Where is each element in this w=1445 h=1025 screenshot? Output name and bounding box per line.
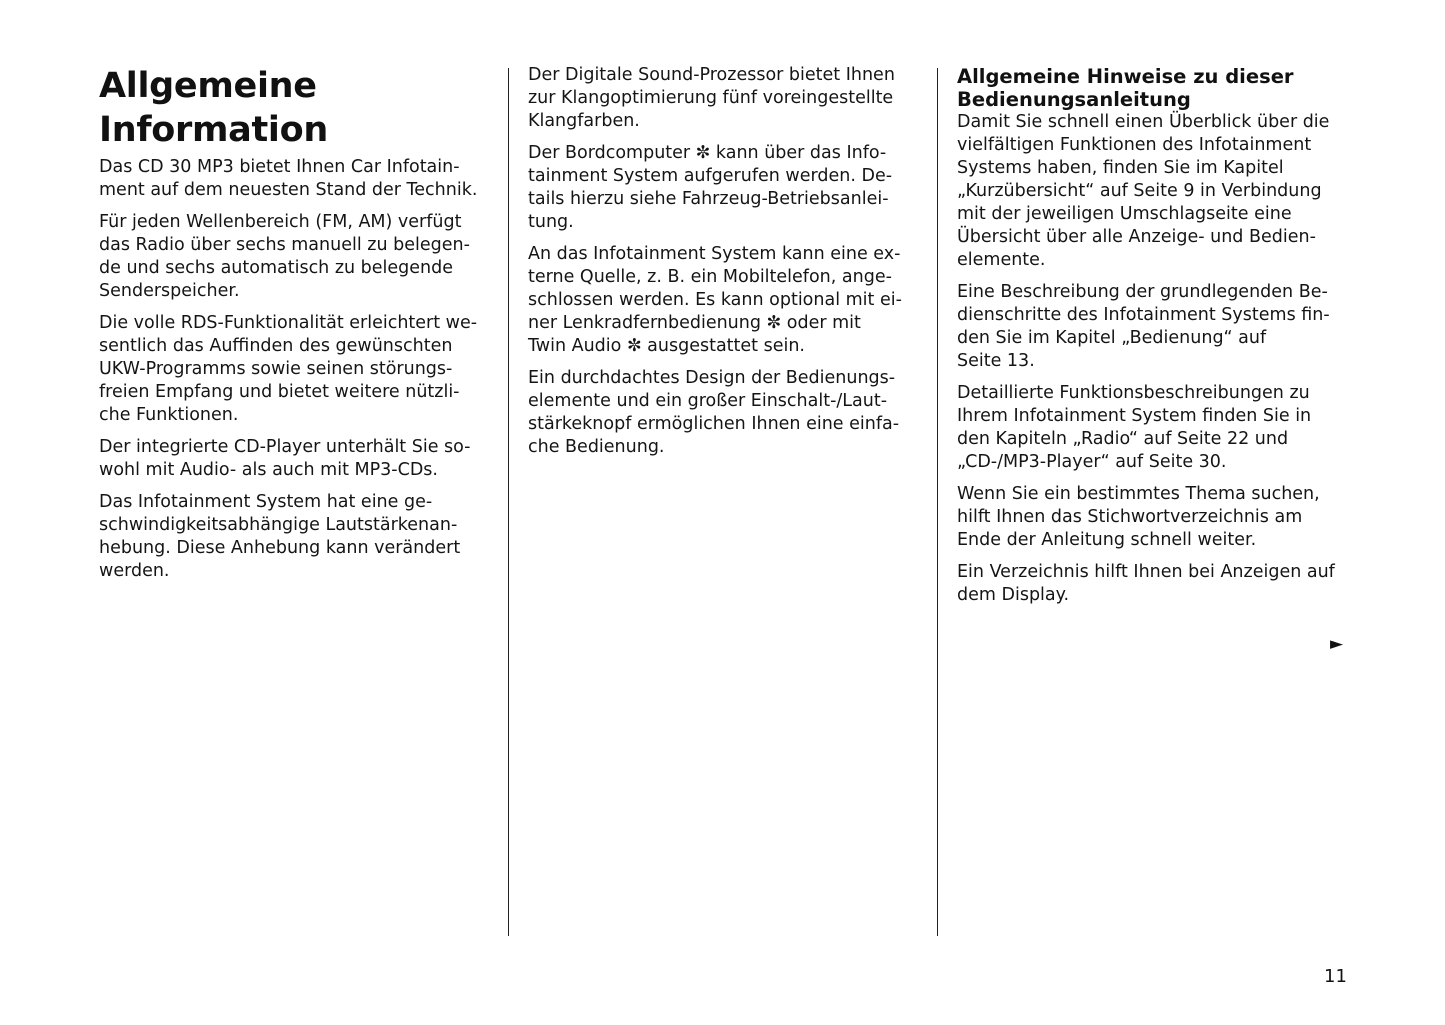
column-divider [937,68,938,936]
paragraph: Der integrierte CD-Player unterhält Sie so- wohl mit Audio- als auch mit MP3-CDs. [99,437,471,480]
paragraph: Der Digitale Sound-Prozessor bietet Ihnen zur Klangoptimierung fünf voreingestellte Klangfarben. [528,65,895,131]
page-number: 11 [1324,966,1347,987]
text-span: oder mit Twin Audio [528,313,861,356]
text-span: Der Bordcomputer [528,143,696,163]
paragraph-bordcomputer [528,142,920,234]
column-middle [528,64,920,468]
option-icon: ✼ [695,143,711,163]
paragraph: Eine Beschreibung der grundlegenden Be- dienschritte des Infotainment Systems fin- den Sie im Kapitel „Bedienung“ auf Seite 13. [957,282,1330,371]
paragraph: Das CD 30 MP3 bietet Ihnen Car Infotain- ment auf dem neuesten Stand der Technik. [99,157,478,200]
paragraph: Ein durchdachtes Design der Bedienungs- elemente und ein großer Einschalt-/Laut- stärkeknopf ermöglichen Ihnen eine einfa- che Bedienung. [528,368,900,457]
paragraph: Detaillierte Funktionsbeschreibungen zu Ihrem Infotainment System finden Sie in den Kapiteln „Radio“ auf Seite 22 und „CD-/MP3-Player“ auf Seite 30. [957,383,1312,472]
text-span: kann über das Info- tainment System aufgerufen werden. De- tails hierzu siehe Fahrzeug-Betriebsanlei- tung. [528,143,893,232]
continue-arrow-icon: ► [1330,634,1344,654]
paragraph: Wenn Sie ein bestimmtes Thema suchen, hilft Ihnen das Stichwortverzeichnis am Ende der Anleitung schnell weiter. [957,484,1320,550]
page-title: Allgemeine Information [99,66,328,150]
section-heading: Allgemeine Hinweise zu dieser Bedienungsanleitung [957,65,1294,111]
option-icon: ✼ [626,336,642,356]
text-span: An das Infotainment System kann eine ex- terne Quelle, z. B. ein Mobiltelefon, ange- schlossen werden. Es kann optional mit ei- ner Lenkradfernbedienung [528,244,902,333]
column-left [99,64,494,592]
paragraph: Ein Verzeichnis hilft Ihnen bei Anzeigen auf dem Display. [957,562,1335,605]
paragraph: Das Infotainment System hat eine ge- schwindigkeitsabhängige Lautstärkenan- hebung. Diese Anhebung kann verändert werden. [99,492,461,581]
paragraph: Die volle RDS-Funktionalität erleichtert we- sentlich das Auffinden des gewünschten UKW-Programms sowie seinen störungs- freien Empfang und bietet weitere nützli- che Funktionen. [99,313,478,425]
column-divider [508,68,509,936]
paragraph: Für jeden Wellenbereich (FM, AM) verfügt das Radio über sechs manuell zu belegen- de und sechs automatisch zu belegende Senderspeicher. [99,212,470,301]
option-icon: ✼ [766,313,782,333]
paragraph-external-source [528,243,920,358]
column-right [957,64,1349,616]
paragraph: Damit Sie schnell einen Überblick über die vielfältigen Funktionen des Infotainment Systems haben, finden Sie im Kapitel „Kurzübersicht“ auf Seite 9 in Verbindung mit der jeweiligen Umschlagseite eine Übersicht über alle Anzeige- und Bedien- elemente. [957,112,1330,270]
text-span: ausgestattet sein. [641,336,805,356]
